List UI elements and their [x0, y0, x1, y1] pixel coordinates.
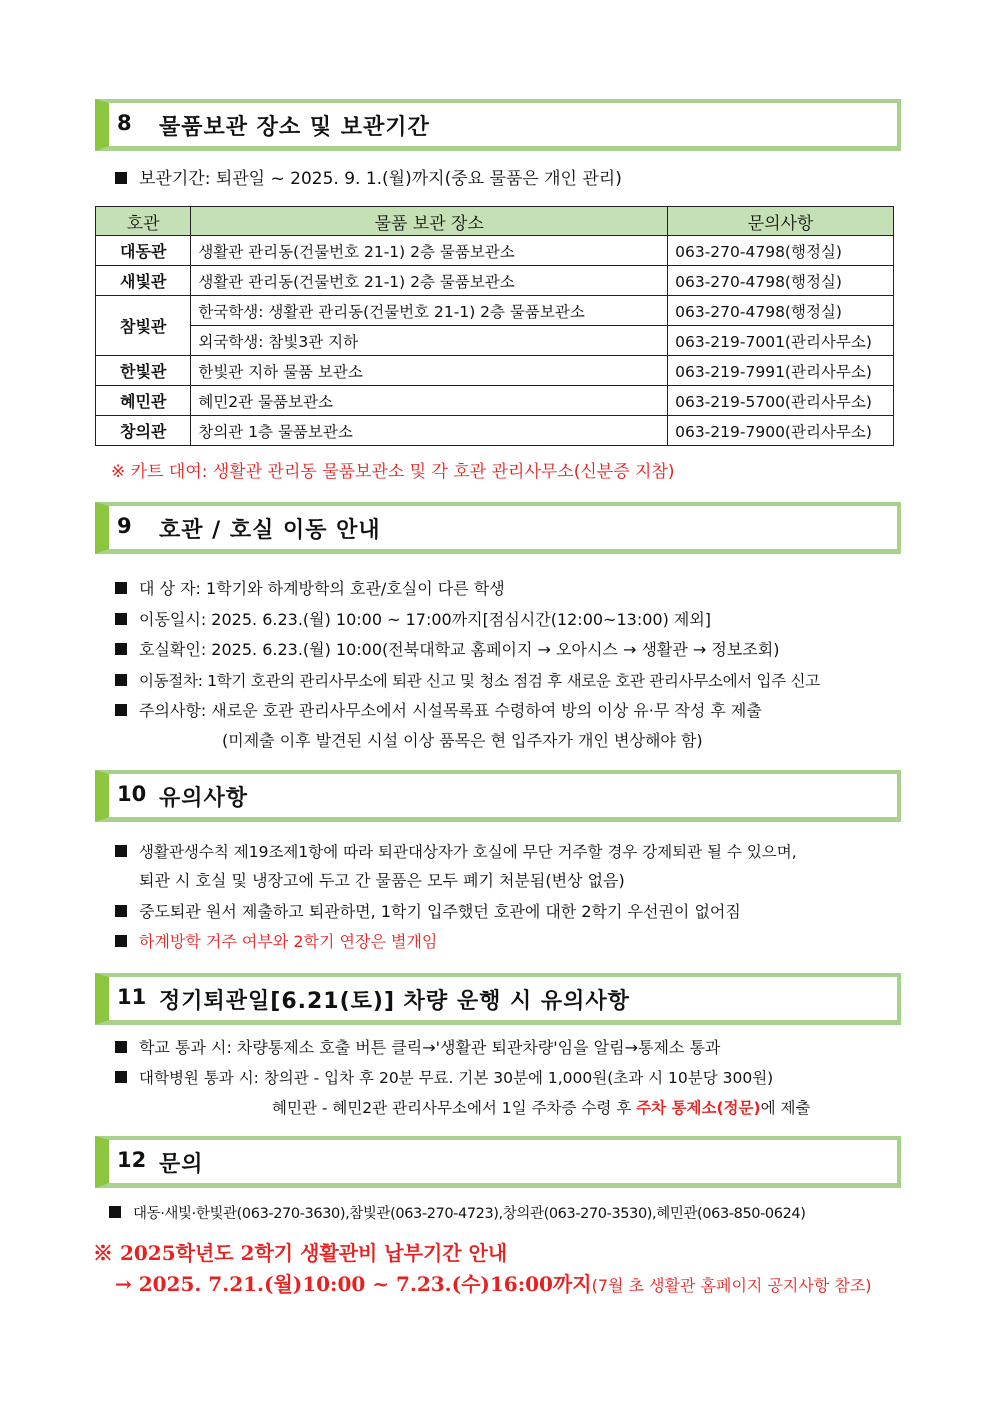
section-title: 물품보관 장소 및 보관기간: [159, 115, 430, 140]
table-row: [96, 236, 894, 266]
contact-cell: 063-270-4798(행정실): [668, 266, 894, 296]
bullet-square-icon: [115, 582, 127, 594]
table-row: [96, 416, 894, 446]
bullet-square-icon: [115, 704, 127, 716]
section-number: 8: [117, 111, 132, 135]
list-item: 주의사항: 새로운 호관 관리사무소에서 시설목록표 수령하여 방의 이상 유·무 작성 후 제출: [115, 700, 762, 722]
column-header: 호관: [96, 207, 191, 236]
place-cell: 생활관 관리동(건물번호 21-1) 2층 물품보관소: [191, 236, 668, 266]
hall-cell: 한빛관: [96, 356, 191, 386]
section-10-header: [95, 770, 901, 822]
bullet-square-icon: [115, 643, 127, 655]
fee-notice-title: ※ 2025학년도 2학기 생활관비 납부기간 안내: [93, 1241, 508, 1265]
contact-cell: 063-270-4798(행정실): [668, 236, 894, 266]
bullet-square-icon: [115, 845, 127, 857]
section-title: 호관 / 호실 이동 안내: [159, 518, 381, 543]
section-8-header: [95, 99, 901, 151]
list-item: 대학병원 통과 시: 창의관 - 입차 후 20분 무료. 기본 30분에 1,000원(초과 시 10분당 300원): [115, 1067, 773, 1089]
contact-list: 대동·새빛·한빛관(063-270-3630),참빛관(063-270-4723),창의관(063-270-3530),혜민관(063-850-0624): [109, 1203, 805, 1225]
control-booth-highlight: 주차 통제소(정문): [636, 1099, 761, 1117]
list-item-note: (미제출 이후 발견된 시설 이상 품목은 현 입주자가 개인 변상해야 함): [222, 731, 703, 750]
section-9-header: [95, 502, 901, 554]
list-item: 대 상 자: 1학기와 하계방학의 호관/호실이 다른 학생: [115, 578, 505, 600]
list-item: 중도퇴관 원서 제출하고 퇴관하면, 1학기 입주했던 호관에 대한 2학기 우선권이 없어짐: [115, 901, 741, 923]
hall-cell: 대동관: [96, 236, 191, 266]
list-item-continuation: 혜민관 - 혜민2관 관리사무소에서 1일 주차증 수령 후 주차 통제소(정문)에 제출: [272, 1099, 811, 1117]
list-item: 생활관생수칙 제19조제1항에 따라 퇴관대상자가 호실에 무단 거주할 경우 강제퇴관 될 수 있으며,: [115, 841, 797, 863]
cart-rental-note: ※ 카트 대여: 생활관 관리동 물품보관소 및 각 호관 관리사무소(신분증 지참): [111, 462, 675, 482]
bullet-square-icon: [115, 905, 127, 917]
table-row: [96, 356, 894, 386]
bullet-square-icon: [115, 674, 127, 686]
hall-cell: 새빛관: [96, 266, 191, 296]
section-number: 11: [117, 985, 147, 1009]
bullet-square-icon: [115, 935, 127, 947]
bullet-square-icon: [115, 1041, 127, 1053]
section-title: 정기퇴관일[6.21(토)] 차량 운행 시 유의사항: [159, 989, 630, 1014]
bullet-square-icon: [115, 1071, 127, 1083]
contact-cell: 063-270-4798(행정실): [668, 296, 894, 326]
bullet-square-icon: [115, 172, 127, 184]
section-number: 12: [117, 1148, 147, 1172]
place-cell: 창의관 1층 물품보관소: [191, 416, 668, 446]
place-cell: 생활관 관리동(건물번호 21-1) 2층 물품보관소: [191, 266, 668, 296]
place-cell: 혜민2관 물품보관소: [191, 386, 668, 416]
place-cell: 한국학생: 생활관 관리동(건물번호 21-1) 2층 물품보관소: [191, 296, 668, 326]
fee-notice-period: → 2025. 7.21.(월)10:00 ~ 7.23.(수)16:00까지(7월 초 생활관 홈페이지 공지사항 참조): [115, 1272, 872, 1296]
list-item-continuation: 퇴관 시 호실 및 냉장고에 두고 간 물품은 모두 폐기 처분됨(변상 없음): [139, 871, 625, 890]
place-cell: 한빛관 지하 물품 보관소: [191, 356, 668, 386]
section-title: 유의사항: [159, 786, 249, 811]
storage-period: 보관기간: 퇴관일 ~ 2025. 9. 1.(월)까지(중요 물품은 개인 관리): [115, 168, 622, 190]
column-header: 물품 보관 장소: [191, 207, 668, 236]
hall-cell: 혜민관: [96, 386, 191, 416]
bullet-square-icon: [109, 1206, 121, 1218]
list-item: 이동절차: 1학기 호관의 관리사무소에 퇴관 신고 및 청소 점검 후 새로운 호관 관리사무소에서 입주 신고: [115, 670, 820, 692]
contact-cell: 063-219-7991(관리사무소): [668, 356, 894, 386]
column-header: 문의사항: [668, 207, 894, 236]
list-item: 호실확인: 2025. 6.23.(월) 10:00(전북대학교 홈페이지 → 오아시스 → 생활관 → 정보조회): [115, 639, 779, 661]
place-cell: 외국학생: 참빛3관 지하: [191, 326, 668, 356]
contact-cell: 063-219-7001(관리사무소): [668, 326, 894, 356]
section-title: 문의: [159, 1152, 204, 1177]
section-11-header: [95, 973, 901, 1025]
table-row: [96, 326, 894, 356]
section-number: 9: [117, 514, 132, 538]
section-number: 10: [117, 782, 147, 806]
contact-cell: 063-219-7900(관리사무소): [668, 416, 894, 446]
list-item: 하계방학 거주 여부와 2학기 연장은 별개임: [115, 931, 437, 953]
table-row: [96, 266, 894, 296]
storage-table: [95, 206, 894, 446]
section-12-header: [95, 1136, 901, 1188]
contact-cell: 063-219-5700(관리사무소): [668, 386, 894, 416]
table-row: [96, 386, 894, 416]
hall-cell: 참빛관: [96, 296, 191, 356]
hall-cell: 창의관: [96, 416, 191, 446]
list-item: 학교 통과 시: 차량통제소 호출 버튼 클릭→'생활관 퇴관차량'임을 알림→통제소 통과: [115, 1037, 720, 1059]
bullet-square-icon: [115, 613, 127, 625]
list-item: 이동일시: 2025. 6.23.(월) 10:00 ~ 17:00까지[점심시간(12:00~13:00) 제외]: [115, 609, 711, 631]
table-row: [96, 296, 894, 326]
table-header-row: [96, 207, 894, 236]
